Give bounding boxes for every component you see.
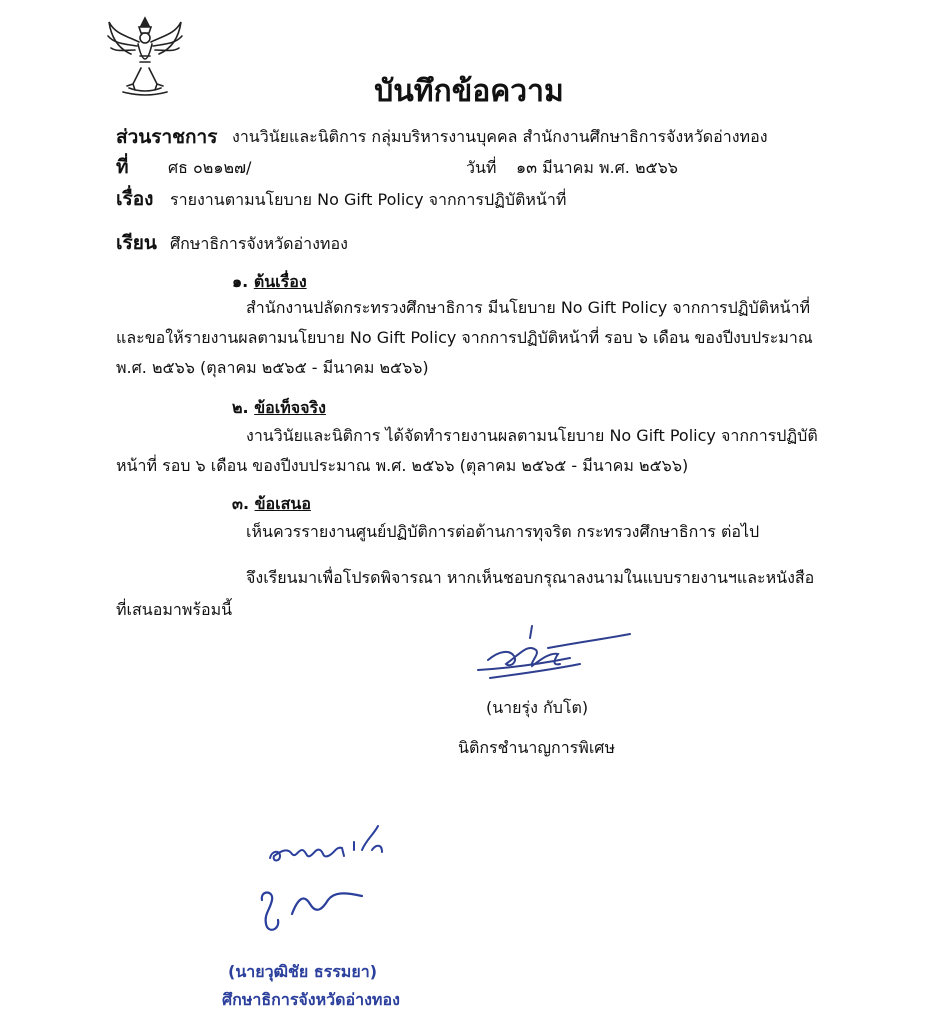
closing-line: จึงเรียนมาเพื่อโปรดพิจารณา หากเห็นชอบกรุณาลงนามในแบบรายงานฯและหนังสือ	[246, 568, 815, 587]
approver-position: ศึกษาธิการจังหวัดอ่างทอง	[222, 990, 400, 1009]
section-number: ๒.	[232, 398, 249, 417]
to-label: เรียน	[116, 232, 157, 254]
section-heading	[232, 396, 326, 421]
signature-icon	[470, 620, 640, 690]
section-title: ข้อเสนอ	[254, 494, 311, 513]
subject-value: รายงานตามนโยบาย No Gift Policy จากการปฏิบัติหน้าที่	[170, 190, 567, 209]
section-line: สำนักงานปลัดกระทรวงศึกษาธิการ มีนโยบาย No Gift Policy จากการปฏิบัติหน้าที่	[246, 298, 811, 317]
section-line: งานวินัยและนิติการ ได้จัดทำรายงานผลตามนโยบาย No Gift Policy จากการปฏิบัติ	[246, 426, 818, 445]
to-value: ศึกษาธิการจังหวัดอ่างทอง	[170, 234, 348, 253]
ref-label: ที่	[116, 156, 129, 178]
section-number: ๑.	[232, 272, 249, 291]
agency-value: งานวินัยและนิติการ กลุ่มบริหารงานบุคคล สำนักงานศึกษาธิการจังหวัดอ่างทอง	[232, 127, 768, 146]
closing-line: ที่เสนอมาพร้อมนี้	[116, 600, 233, 619]
subject-label: เรื่อง	[116, 188, 154, 210]
signer-position: นิติกรชำนาญการพิเศษ	[458, 738, 615, 757]
section-heading	[232, 492, 311, 517]
section-line: หน้าที่ รอบ ๖ เดือน ของปีงบประมาณ พ.ศ. ๒๕๖๖ (ตุลาคม ๒๕๖๕ - มีนาคม ๒๕๖๖)	[116, 456, 689, 475]
handwritten-note-icon	[262, 820, 402, 870]
approver-name: (นายวุฒิชัย ธรรมยา)	[228, 962, 378, 981]
approver-signature-icon	[252, 880, 382, 940]
signer-name: (นายรุ่ง กับโต)	[486, 698, 589, 717]
section-line: เห็นควรรายงานศูนย์ปฏิบัติการต่อต้านการทุจริต กระทรวงศึกษาธิการ ต่อไป	[246, 522, 760, 541]
ref-value: ศธ ๐๒๑๒๗/	[168, 158, 252, 177]
section-line: พ.ศ. ๒๕๖๖ (ตุลาคม ๒๕๖๕ - มีนาคม ๒๕๖๖)	[116, 358, 429, 377]
section-title: ข้อเท็จจริง	[254, 398, 326, 417]
agency-label: ส่วนราชการ	[116, 126, 218, 148]
date-label: วันที่	[466, 158, 497, 177]
page-title: บันทึกข้อความ	[374, 74, 564, 109]
date-value: ๑๓ มีนาคม พ.ศ. ๒๕๖๖	[516, 158, 678, 177]
section-title: ต้นเรื่อง	[253, 272, 307, 291]
section-line: และขอให้รายงานผลตามนโยบาย No Gift Policy จากการปฏิบัติหน้าที่ รอบ ๖ เดือน ของปีงบประมาณ	[116, 328, 813, 347]
section-number: ๓.	[232, 494, 250, 513]
section-heading	[232, 270, 307, 295]
